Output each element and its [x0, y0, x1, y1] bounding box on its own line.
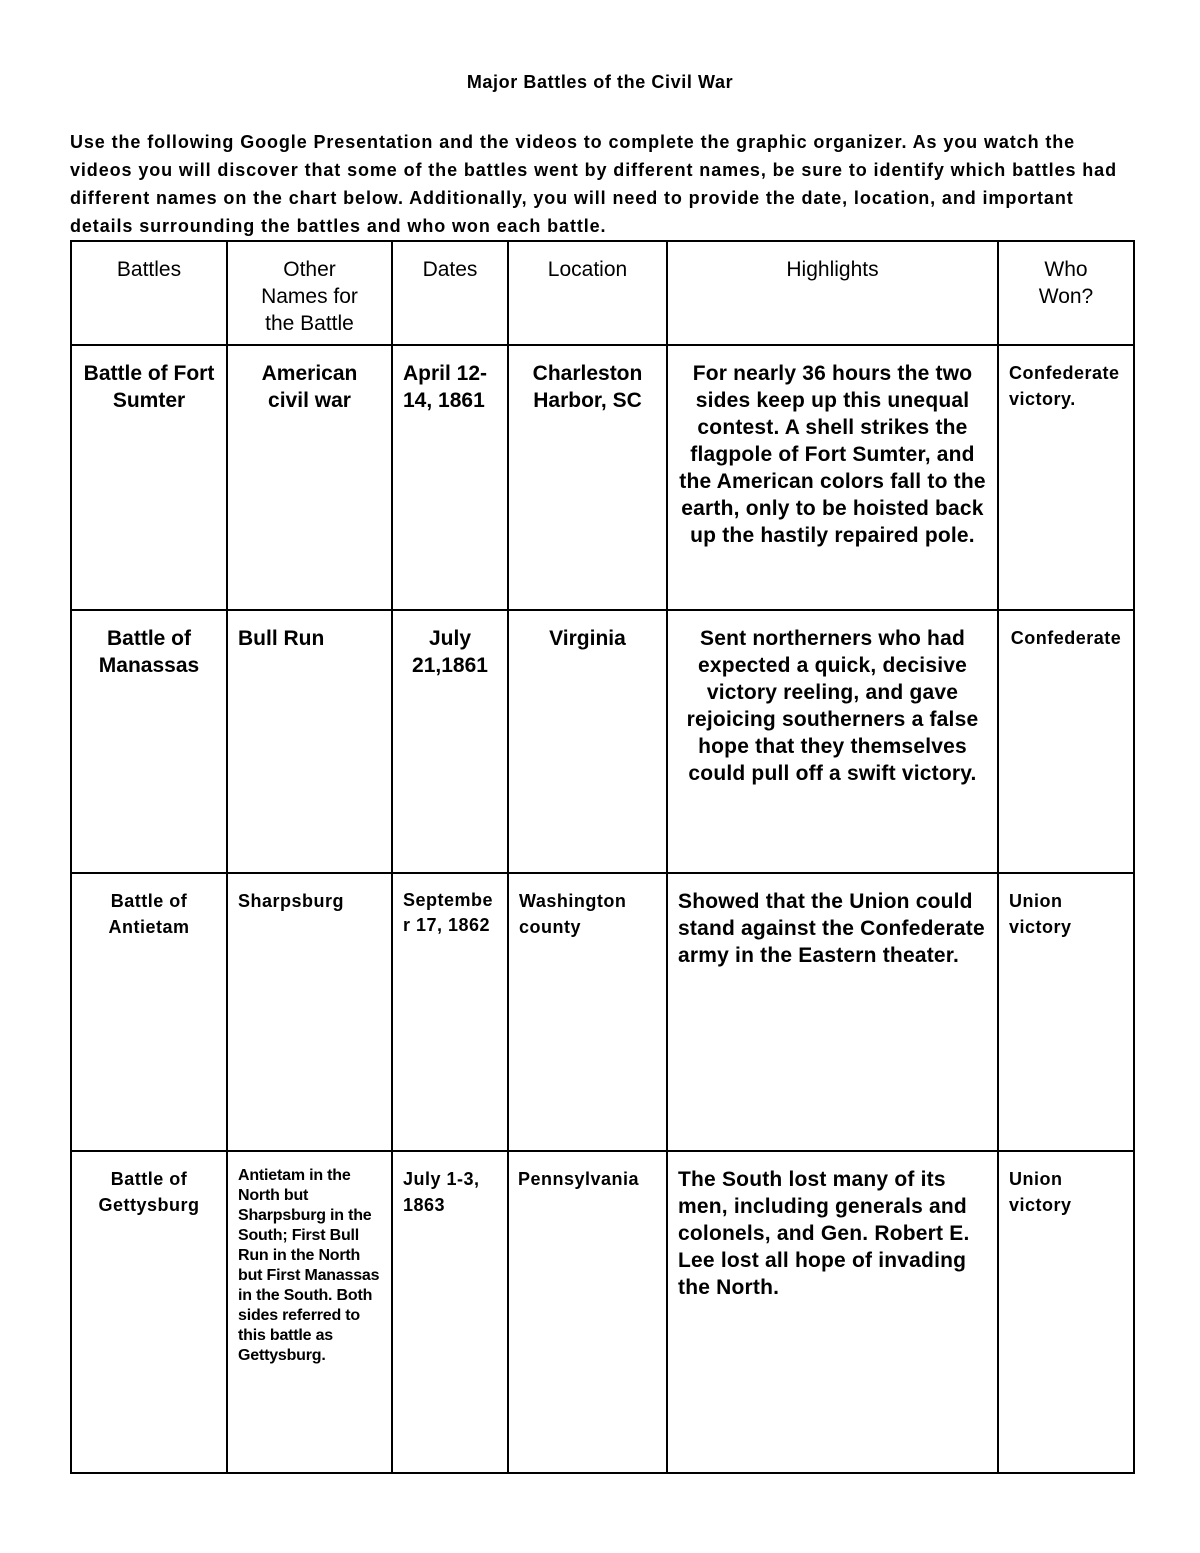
other-names-text: Bull Run: [238, 627, 325, 650]
table-row: [71, 610, 1134, 873]
battle-cell: [71, 1151, 227, 1473]
table-row: [71, 345, 1134, 610]
who-won-text: Confederate victory.: [1009, 363, 1120, 409]
header-dates: Dates: [392, 241, 508, 345]
other-names-text: Sharpsburg: [238, 891, 345, 911]
dates-cell: [392, 873, 508, 1151]
who-won-cell: [998, 873, 1134, 1151]
highlights-cell: [667, 1151, 998, 1473]
location-text: Charleston Harbor, SC: [532, 362, 643, 412]
location-cell: [508, 345, 667, 610]
dates-text: July 1-3, 1863: [403, 1169, 480, 1215]
location-cell: [508, 1151, 667, 1473]
other-names-cell: [227, 345, 392, 610]
highlights-cell: [667, 610, 998, 873]
header-other-names: Other Names for the Battle: [227, 241, 392, 345]
other-names-cell: [227, 1151, 392, 1473]
header-who-won: Who Won?: [998, 241, 1134, 345]
highlights-text: Sent northerners who had expected a quick, decisive victory reeling, and gave rejoicing southerners a false hope that they themselves could pull off a swift victory.: [686, 627, 979, 785]
battle-cell: [71, 873, 227, 1151]
highlights-text: For nearly 36 hours the two sides keep up this unequal contest. A shell strikes the flagpole of Fort Sumter, and the American colors fall to the earth, only to be hoisted back up the hastily repaired pole.: [679, 362, 986, 547]
who-won-text: Union victory: [1009, 1169, 1072, 1215]
table-row: [71, 1151, 1134, 1473]
other-names-cell: [227, 610, 392, 873]
highlights-cell: [667, 345, 998, 610]
battle-name: Battle of Manassas: [98, 627, 200, 677]
table-row: [71, 873, 1134, 1151]
dates-text: September 17, 1862: [403, 890, 494, 935]
battle-cell: [71, 345, 227, 610]
who-won-cell: [998, 345, 1134, 610]
page-title: Major Battles of the Civil War: [466, 72, 734, 92]
dates-text: July 21,1861: [412, 627, 488, 677]
location-cell: [508, 610, 667, 873]
location-text: Washington county: [519, 891, 627, 937]
other-names-text: Antietam in the North but Sharpsburg in the South; First Bull Run in the North but First Manassas in the South. Both sides referred to this battle as Gettysburg.: [238, 1167, 380, 1364]
who-won-cell: [998, 1151, 1134, 1473]
battle-cell: [71, 610, 227, 873]
table-header-row: [71, 241, 1134, 345]
who-won-text: Confederate: [1010, 628, 1122, 648]
who-won-text: Union victory: [1009, 891, 1072, 937]
dates-cell: [392, 610, 508, 873]
location-text: Virginia: [549, 627, 626, 650]
dates-text: April 12-14, 1861: [403, 362, 488, 412]
who-won-cell: [998, 610, 1134, 873]
header-battles: Battles: [71, 241, 227, 345]
other-names-text: American civil war: [261, 362, 358, 412]
battle-name: Battle of Fort Sumter: [83, 362, 215, 412]
location-text: Pennsylvania: [518, 1169, 640, 1189]
highlights-text: The South lost many of its men, including generals and colonels, and Gen. Robert E. Lee lost all hope of invading the North.: [678, 1168, 970, 1299]
other-names-cell: [227, 873, 392, 1151]
graphic-organizer-table: [70, 240, 1135, 1474]
instructions-paragraph: Use the following Google Presentation and the videos to complete the graphic organizer. As you watch the videos you will discover that some of the battles went by different names, be sure to identify which battles had different names on the chart below. Additionally, you will need to provide the date, location, and important details surrounding the battles and who won each battle.: [70, 132, 1117, 236]
battle-name: Battle of Gettysburg: [98, 1169, 200, 1215]
location-cell: [508, 873, 667, 1151]
highlights-text: Showed that the Union could stand against the Confederate army in the Eastern theater.: [678, 890, 985, 967]
highlights-cell: [667, 873, 998, 1151]
battle-name: Battle of Antietam: [108, 891, 190, 937]
header-highlights: Highlights: [667, 241, 998, 345]
dates-cell: [392, 1151, 508, 1473]
header-location: Location: [508, 241, 667, 345]
dates-cell: [392, 345, 508, 610]
